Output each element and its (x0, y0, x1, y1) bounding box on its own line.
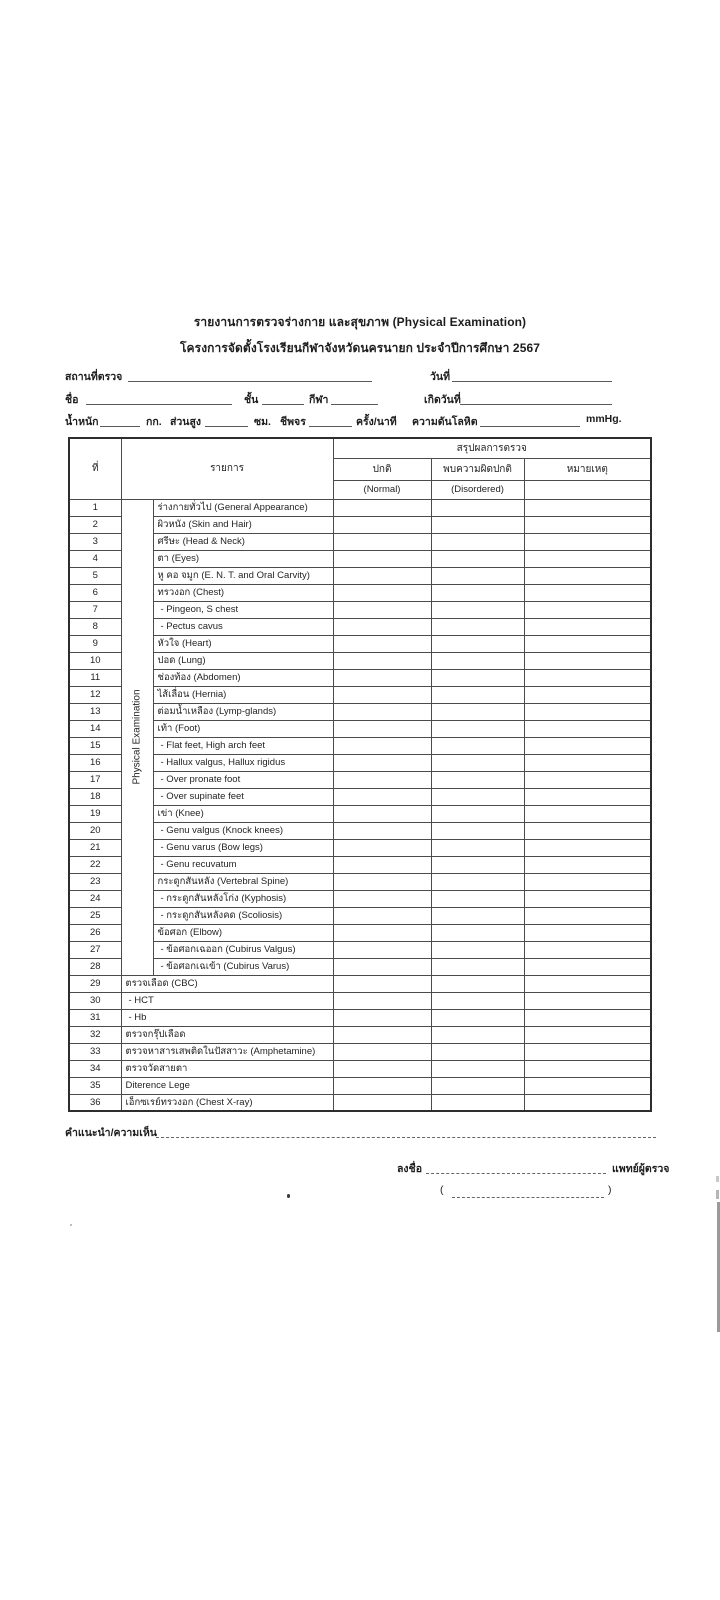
bp-fill-line (480, 413, 580, 427)
abnormal-result-cell (431, 992, 524, 1009)
exam-row-35 (69, 1077, 651, 1094)
row-number: 9 (69, 635, 121, 652)
row-item-label: - ข้อศอกเฉออก (Cubirus Valgus) (153, 941, 333, 958)
abnormal-result-cell (431, 856, 524, 873)
remark-cell (524, 1009, 651, 1026)
row-number: 3 (69, 533, 121, 550)
row-number: 28 (69, 958, 121, 975)
row-item-label: - Genu varus (Bow legs) (153, 839, 333, 856)
abnormal-result-cell (431, 873, 524, 890)
scan-artifact-edge-dash-1 (716, 1176, 719, 1182)
row-number: 12 (69, 686, 121, 703)
exam-row-5 (69, 567, 651, 584)
row-number: 27 (69, 941, 121, 958)
row-item-label: ผิวหนัง (Skin and Hair) (153, 516, 333, 533)
remark-cell (524, 1060, 651, 1077)
birthdate-label: เกิดวันที่ (424, 394, 461, 406)
normal-result-cell (333, 686, 431, 703)
weight-label: น้ำหนัก (65, 416, 99, 428)
remark-cell (524, 958, 651, 975)
abnormal-result-cell (431, 788, 524, 805)
exam-row-21 (69, 839, 651, 856)
normal-result-cell (333, 1009, 431, 1026)
class-fill-line (262, 391, 304, 405)
exam-row-13 (69, 703, 651, 720)
row-item-label: - Pingeon, S chest (153, 601, 333, 618)
normal-result-cell (333, 992, 431, 1009)
exam-row-8 (69, 618, 651, 635)
normal-result-cell (333, 584, 431, 601)
row-number: 29 (69, 975, 121, 992)
abnormal-result-cell (431, 720, 524, 737)
normal-result-cell (333, 771, 431, 788)
remark-cell (524, 516, 651, 533)
row-number: 35 (69, 1077, 121, 1094)
row-item-label: - Genu recuvatum (153, 856, 333, 873)
row-number: 21 (69, 839, 121, 856)
normal-result-cell (333, 1077, 431, 1094)
row-number: 19 (69, 805, 121, 822)
row-item-label: หัวใจ (Heart) (153, 635, 333, 652)
abnormal-result-cell (431, 567, 524, 584)
row-item-label: ปอด (Lung) (153, 652, 333, 669)
exam-row-1 (69, 499, 651, 516)
normal-result-cell (333, 652, 431, 669)
exam-row-22 (69, 856, 651, 873)
signature-label: ลงชื่อ (397, 1163, 422, 1175)
exam-row-11 (69, 669, 651, 686)
remark-cell (524, 873, 651, 890)
exam-row-28 (69, 958, 651, 975)
recommendation-fill-line (156, 1124, 656, 1138)
remark-cell (524, 890, 651, 907)
normal-result-cell (333, 703, 431, 720)
row-number: 17 (69, 771, 121, 788)
row-item-label: - กระดูกสันหลังคด (Scoliosis) (153, 907, 333, 924)
remark-cell (524, 669, 651, 686)
row-number: 4 (69, 550, 121, 567)
row-number: 8 (69, 618, 121, 635)
normal-result-cell (333, 924, 431, 941)
name-label: ชื่อ (65, 394, 79, 406)
exam-row-29 (69, 975, 651, 992)
exam-row-6 (69, 584, 651, 601)
row-item-label: - กระดูกสันหลังโก่ง (Kyphosis) (153, 890, 333, 907)
exam-row-10 (69, 652, 651, 669)
remark-cell (524, 941, 651, 958)
exam-row-23 (69, 873, 651, 890)
abnormal-result-cell (431, 618, 524, 635)
row-number: 11 (69, 669, 121, 686)
scan-artifact-edge-dash-2 (716, 1190, 719, 1199)
abnormal-result-cell (431, 805, 524, 822)
col-header-result-group: สรุปผลการตรวจ (333, 438, 651, 458)
normal-result-cell (333, 822, 431, 839)
abnormal-result-cell (431, 907, 524, 924)
normal-result-cell (333, 907, 431, 924)
abnormal-result-cell (431, 1043, 524, 1060)
col-subheader-remark-empty (524, 480, 651, 499)
row-item-label: ช่องท้อง (Abdomen) (153, 669, 333, 686)
paren-close: ) (608, 1184, 612, 1196)
row-number: 34 (69, 1060, 121, 1077)
row-item-label: เท้า (Foot) (153, 720, 333, 737)
row-item-label: - ข้อศอกเฉเข้า (Cubirus Varus) (153, 958, 333, 975)
row-number: 2 (69, 516, 121, 533)
pulse-fill-line (309, 413, 352, 427)
col-subheader-abnormal: (Disordered) (431, 480, 524, 499)
exam-row-3 (69, 533, 651, 550)
normal-result-cell (333, 839, 431, 856)
row-number: 22 (69, 856, 121, 873)
remark-cell (524, 975, 651, 992)
row-item-label: ศรีษะ (Head & Neck) (153, 533, 333, 550)
normal-result-cell (333, 890, 431, 907)
remark-cell (524, 992, 651, 1009)
normal-result-cell (333, 1094, 431, 1111)
row-item-label: เข่า (Knee) (153, 805, 333, 822)
abnormal-result-cell (431, 822, 524, 839)
row-item-label: - Hallux valgus, Hallux rigidus (153, 754, 333, 771)
remark-cell (524, 1043, 651, 1060)
col-subheader-normal: (Normal) (333, 480, 431, 499)
remark-cell (524, 1094, 651, 1111)
weight-fill-line (100, 413, 140, 427)
remark-cell (524, 720, 651, 737)
abnormal-result-cell (431, 635, 524, 652)
normal-result-cell (333, 941, 431, 958)
exam-row-14 (69, 720, 651, 737)
remark-cell (524, 584, 651, 601)
signature-name-fill-line (452, 1184, 604, 1198)
normal-result-cell (333, 550, 431, 567)
row-item-label: Diterence Lege (121, 1077, 333, 1094)
col-header-item: รายการ (121, 438, 333, 499)
remark-cell (524, 737, 651, 754)
exam-row-17 (69, 771, 651, 788)
normal-result-cell (333, 737, 431, 754)
name-fill-line (86, 391, 232, 405)
sport-fill-line (331, 391, 378, 405)
recommendation-label: คำแนะนำ/ความเห็น (65, 1127, 157, 1139)
abnormal-result-cell (431, 686, 524, 703)
normal-result-cell (333, 618, 431, 635)
pulse-unit-label: ครั้ง/นาที (356, 416, 397, 428)
row-item-label: ข้อศอก (Elbow) (153, 924, 333, 941)
row-number: 32 (69, 1026, 121, 1043)
normal-result-cell (333, 975, 431, 992)
row-number: 7 (69, 601, 121, 618)
row-number: 26 (69, 924, 121, 941)
remark-cell (524, 771, 651, 788)
date-fill-line (452, 368, 612, 382)
scan-artifact-dot (287, 1194, 290, 1198)
row-number: 31 (69, 1009, 121, 1026)
remark-cell (524, 788, 651, 805)
abnormal-result-cell (431, 754, 524, 771)
exam-row-24 (69, 890, 651, 907)
row-item-label: ตรวจวัดสายตา (121, 1060, 333, 1077)
col-header-remark: หมายเหตุ (524, 458, 651, 480)
row-number: 6 (69, 584, 121, 601)
exam-row-30 (69, 992, 651, 1009)
abnormal-result-cell (431, 975, 524, 992)
physical-examination-vertical-label: Physical Examination (131, 689, 143, 785)
abnormal-result-cell (431, 771, 524, 788)
weight-unit-label: กก. (146, 416, 162, 428)
exam-row-32 (69, 1026, 651, 1043)
abnormal-result-cell (431, 1026, 524, 1043)
remark-cell (524, 1026, 651, 1043)
remark-cell (524, 550, 651, 567)
exam-row-26 (69, 924, 651, 941)
remark-cell (524, 686, 651, 703)
remark-cell (524, 703, 651, 720)
row-item-label: - Over supinate feet (153, 788, 333, 805)
row-item-label: ร่างกายทั่วไป (General Appearance) (153, 499, 333, 516)
abnormal-result-cell (431, 1077, 524, 1094)
normal-result-cell (333, 669, 431, 686)
row-number: 36 (69, 1094, 121, 1111)
abnormal-result-cell (431, 890, 524, 907)
normal-result-cell (333, 958, 431, 975)
height-fill-line (205, 413, 248, 427)
row-item-label: - Pectus cavus (153, 618, 333, 635)
exam-row-33 (69, 1043, 651, 1060)
form-title: รายงานการตรวจร่างกาย และสุขภาพ (Physical Examination) (193, 315, 527, 329)
bp-label: ความดันโลหิต (412, 416, 478, 428)
remark-cell (524, 499, 651, 516)
row-item-label: ไส้เลื่อน (Hernia) (153, 686, 333, 703)
examination-table (68, 437, 652, 1112)
birthdate-fill-line (460, 391, 612, 405)
row-item-label: กระดูกสันหลัง (Vertebral Spine) (153, 873, 333, 890)
paren-open: ( (440, 1184, 444, 1196)
row-number: 14 (69, 720, 121, 737)
row-number: 10 (69, 652, 121, 669)
remark-cell (524, 567, 651, 584)
row-item-label: ตรวจหาสารเสพติดในปัสสาวะ (Amphetamine) (121, 1043, 333, 1060)
section-label-cell (121, 499, 153, 975)
abnormal-result-cell (431, 652, 524, 669)
location-label: สถานที่ตรวจ (65, 371, 123, 383)
exam-row-36 (69, 1094, 651, 1111)
normal-result-cell (333, 567, 431, 584)
normal-result-cell (333, 1060, 431, 1077)
normal-result-cell (333, 499, 431, 516)
normal-result-cell (333, 533, 431, 550)
remark-cell (524, 652, 651, 669)
row-item-label: ทรวงอก (Chest) (153, 584, 333, 601)
normal-result-cell (333, 788, 431, 805)
normal-result-cell (333, 635, 431, 652)
abnormal-result-cell (431, 737, 524, 754)
height-label: ส่วนสูง (170, 416, 202, 428)
signature-fill-line (426, 1160, 606, 1174)
row-item-label: - Genu valgus (Knock knees) (153, 822, 333, 839)
row-item-label: ตา (Eyes) (153, 550, 333, 567)
abnormal-result-cell (431, 516, 524, 533)
row-item-label: ตรวจเลือด (CBC) (121, 975, 333, 992)
row-number: 23 (69, 873, 121, 890)
exam-row-7 (69, 601, 651, 618)
abnormal-result-cell (431, 499, 524, 516)
pulse-label: ชีพจร (280, 416, 306, 428)
remark-cell (524, 805, 651, 822)
col-header-abnormal: พบความผิดปกติ (431, 458, 524, 480)
exam-row-4 (69, 550, 651, 567)
remark-cell (524, 601, 651, 618)
row-number: 1 (69, 499, 121, 516)
exam-row-9 (69, 635, 651, 652)
abnormal-result-cell (431, 1009, 524, 1026)
row-number: 5 (69, 567, 121, 584)
row-number: 24 (69, 890, 121, 907)
remark-cell (524, 856, 651, 873)
exam-row-34 (69, 1060, 651, 1077)
remark-cell (524, 924, 651, 941)
row-item-label: - HCT (121, 992, 333, 1009)
row-item-label: ตรวจกรุ๊ปเลือด (121, 1026, 333, 1043)
row-item-label: เอ็กซเรย์ทรวงอก (Chest X-ray) (121, 1094, 333, 1111)
exam-row-12 (69, 686, 651, 703)
exam-row-16 (69, 754, 651, 771)
row-number: 13 (69, 703, 121, 720)
exam-row-25 (69, 907, 651, 924)
exam-row-27 (69, 941, 651, 958)
form-subtitle: โครงการจัดตั้งโรงเรียนกีฬาจังหวัดนครนายก ประจำปีการศึกษา 2567 (179, 341, 541, 355)
normal-result-cell (333, 805, 431, 822)
abnormal-result-cell (431, 924, 524, 941)
row-number: 30 (69, 992, 121, 1009)
normal-result-cell (333, 1043, 431, 1060)
row-item-label: - Over pronate foot (153, 771, 333, 788)
remark-cell (524, 1077, 651, 1094)
row-number: 16 (69, 754, 121, 771)
abnormal-result-cell (431, 839, 524, 856)
exam-row-2 (69, 516, 651, 533)
row-item-label: - Flat feet, High arch feet (153, 737, 333, 754)
class-label: ชั้น (244, 394, 259, 406)
remark-cell (524, 754, 651, 771)
abnormal-result-cell (431, 584, 524, 601)
remark-cell (524, 533, 651, 550)
abnormal-result-cell (431, 1094, 524, 1111)
scan-artifact-faint-dot (70, 1224, 72, 1226)
row-number: 18 (69, 788, 121, 805)
normal-result-cell (333, 1026, 431, 1043)
exam-row-15 (69, 737, 651, 754)
table-header-row-group (69, 438, 651, 458)
sport-label: กีฬา (309, 394, 329, 406)
row-item-label: หู คอ จมูก (E. N. T. and Oral Carvity) (153, 567, 333, 584)
bp-unit-label: mmHg. (586, 413, 622, 425)
exam-row-19 (69, 805, 651, 822)
remark-cell (524, 618, 651, 635)
row-item-label: ต่อมน้ำเหลือง (Lymp-glands) (153, 703, 333, 720)
remark-cell (524, 635, 651, 652)
abnormal-result-cell (431, 550, 524, 567)
row-number: 25 (69, 907, 121, 924)
col-header-number: ที่ (69, 438, 121, 499)
abnormal-result-cell (431, 1060, 524, 1077)
row-number: 33 (69, 1043, 121, 1060)
exam-row-20 (69, 822, 651, 839)
remark-cell (524, 907, 651, 924)
normal-result-cell (333, 856, 431, 873)
remark-cell (524, 839, 651, 856)
col-header-normal: ปกติ (333, 458, 431, 480)
remark-cell (524, 822, 651, 839)
examining-doctor-label: แพทย์ผู้ตรวจ (612, 1163, 670, 1175)
normal-result-cell (333, 754, 431, 771)
normal-result-cell (333, 516, 431, 533)
abnormal-result-cell (431, 958, 524, 975)
row-item-label: - Hb (121, 1009, 333, 1026)
abnormal-result-cell (431, 703, 524, 720)
row-number: 15 (69, 737, 121, 754)
location-fill-line (128, 368, 372, 382)
abnormal-result-cell (431, 941, 524, 958)
exam-row-18 (69, 788, 651, 805)
date-label: วันที่ (430, 371, 450, 383)
abnormal-result-cell (431, 669, 524, 686)
height-unit-label: ซม. (254, 416, 271, 428)
abnormal-result-cell (431, 601, 524, 618)
normal-result-cell (333, 601, 431, 618)
normal-result-cell (333, 720, 431, 737)
normal-result-cell (333, 873, 431, 890)
row-number: 20 (69, 822, 121, 839)
exam-row-31 (69, 1009, 651, 1026)
abnormal-result-cell (431, 533, 524, 550)
